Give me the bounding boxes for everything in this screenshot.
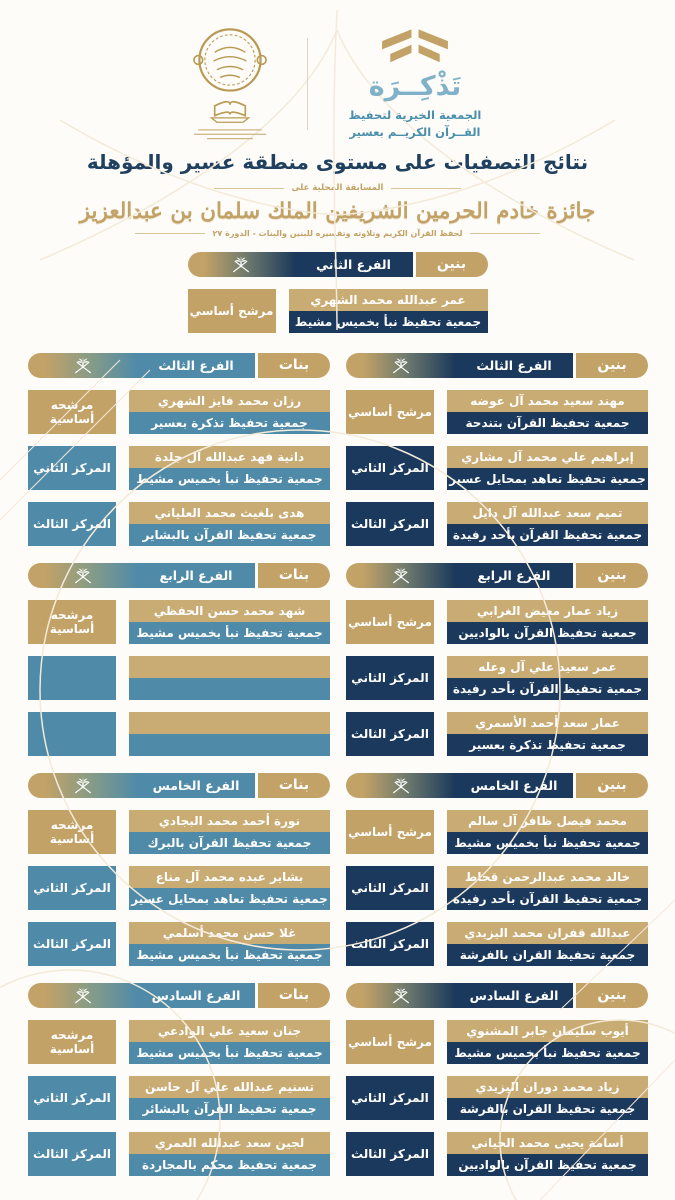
section-boys-branch-5	[346, 773, 648, 966]
winner-association: جمعية تحفيظ نبأ بخميس مشيط	[129, 622, 330, 644]
saudi-emblem-icon	[28, 983, 137, 1008]
rank-badge: المركز الثاني	[346, 866, 434, 910]
winner-name: نورة أحمد محمد البجادي	[129, 810, 330, 832]
winner-association: جمعية تحفيظ القرآن بالبرك	[129, 832, 330, 854]
winner-association: جمعية تحفيظ محكم بالمجاردة	[129, 1154, 330, 1176]
winner-name: بشاير عبده محمد آل مناع	[129, 866, 330, 888]
rank-badge: المركز الثالث	[28, 922, 116, 966]
winner-name: زياد محمد دوران اليزيدي	[447, 1076, 648, 1098]
section-header	[188, 252, 488, 277]
winner-association: جمعية تحفيظ نبأ بخميس مشيط	[129, 944, 330, 966]
open-book-logo-icon	[379, 27, 451, 67]
gender-label: بنات	[258, 563, 330, 588]
result-entry	[346, 1020, 648, 1064]
competition-sub-line	[0, 229, 675, 238]
result-entry-empty	[28, 656, 330, 700]
winner-name	[129, 712, 330, 734]
saudi-emblem-icon	[346, 353, 455, 378]
saudi-emblem-icon	[28, 563, 137, 588]
winner-association: جمعية تحفيظ نبأ بخميس مشيط	[289, 311, 488, 333]
saudi-emblem-icon	[28, 353, 137, 378]
rank-badge: المركز الثالث	[346, 922, 434, 966]
branch-label: الفرع الثالث	[137, 353, 255, 378]
winner-association: جمعية تحفيظ نبأ بخميس مشيط	[447, 1042, 648, 1064]
section-header	[346, 353, 648, 378]
winner-name: خالد محمد عبدالرحمن قحاط	[447, 866, 648, 888]
winner-name: عمر سعيد علي آل وعله	[447, 656, 648, 678]
winner-association: جمعية تحفيظ نبأ بخميس مشيط	[447, 832, 648, 854]
winner-association: جمعية تحفيظ القرآن بأحد رفيدة	[447, 888, 648, 910]
rank-badge: مرشحه أساسية	[28, 1020, 116, 1064]
rank-badge: المركز الثاني	[346, 656, 434, 700]
logo-divider	[307, 38, 308, 130]
result-entry	[346, 810, 648, 854]
rank-badge: المركز الثاني	[346, 446, 434, 490]
association-name	[349, 107, 482, 140]
association-name-line2: القــرآن الكريــم بعسير	[349, 125, 481, 139]
section-boys-branch-4	[346, 563, 648, 756]
branch-label: الفرع السادس	[137, 983, 255, 1008]
ornament-dash	[214, 188, 284, 189]
winner-name: رزان محمد فايز الشهري	[129, 390, 330, 412]
branch-label: الفرع السادس	[455, 983, 573, 1008]
result-entry	[28, 810, 330, 854]
winner-name: إبراهيم علي محمد آل مشاري	[447, 446, 648, 468]
result-entry	[346, 446, 648, 490]
section-header	[346, 773, 648, 798]
winner-name	[129, 656, 330, 678]
rank-badge: المركز الثاني	[28, 866, 116, 910]
competition-pre-line	[0, 183, 675, 193]
winner-name: عمر عبدالله محمد الشهري	[289, 289, 488, 311]
section-girls-branch-6	[28, 983, 330, 1176]
winner-name: عبدالله قفران محمد اليزيدي	[447, 922, 648, 944]
branch-label: الفرع الرابع	[455, 563, 573, 588]
king-salman-award-logo	[175, 25, 285, 143]
winner-name: شهد محمد حسن الحفظي	[129, 600, 330, 622]
winner-name: تميم سعد عبدالله آل دايل	[447, 502, 648, 524]
award-calligraphy-title: جائزة خادم الحرمين الشريفين الملك سلمان بن عبدالعزيز	[79, 199, 596, 224]
winner-association: جمعية تحفيظ تذكرة بعسير	[129, 412, 330, 434]
winner-association: جمعية تحفيظ القرآن بالواديين	[447, 1154, 648, 1176]
winner-name: عمار سعد أحمد الأسمري	[447, 712, 648, 734]
result-entry	[28, 502, 330, 546]
rank-badge: المركز الثالث	[346, 1132, 434, 1176]
result-entry	[28, 446, 330, 490]
winner-association: جمعية تحفيظ نبأ بخميس مشيط	[129, 468, 330, 490]
section-header	[346, 983, 648, 1008]
branch-label: الفرع الثالث	[455, 353, 573, 378]
winner-association: جمعية تحفيظ نبأ بخميس مشيط	[129, 1042, 330, 1064]
result-entry	[346, 656, 648, 700]
gender-label: بنين	[416, 252, 488, 277]
gender-label: بنين	[576, 983, 648, 1008]
rank-badge: المركز الثاني	[346, 1076, 434, 1120]
branch-label: الفرع الخامس	[137, 773, 255, 798]
winner-association: جمعية تحفيظ القرآن بالواديين	[447, 622, 648, 644]
ornament-dash	[391, 188, 461, 189]
section-boys-branch-3	[346, 353, 648, 546]
rank-badge: مرشح أساسي	[346, 390, 434, 434]
rank-badge	[28, 656, 116, 700]
saudi-emblem-icon	[346, 773, 455, 798]
winner-association: جمعية تحفيظ تعاهد بمحايل عسير	[447, 468, 648, 490]
result-entry	[346, 712, 648, 756]
rank-badge: مرشح أساسي	[346, 600, 434, 644]
winner-association	[129, 734, 330, 756]
winner-name: مهند سعيد محمد آل عوضه	[447, 390, 648, 412]
winner-name: هدى بلغيث محمد العلياني	[129, 502, 330, 524]
result-entry	[28, 1132, 330, 1176]
grid-row-branch-3	[27, 353, 648, 546]
rank-badge: مرشح أساسي	[188, 289, 276, 333]
gender-label: بنين	[576, 353, 648, 378]
result-entry	[28, 390, 330, 434]
winner-association: جمعية تحفيظ القرآن بالبشائر	[129, 1098, 330, 1120]
winner-name: محمد فيصل ظافر آل سالم	[447, 810, 648, 832]
section-header	[28, 563, 330, 588]
association-name-line1: الجمعية الخيرية لتحفيظ	[348, 108, 482, 123]
section-header	[28, 773, 330, 798]
competition-pre-label: المسابقة المحلية على	[291, 183, 384, 193]
rank-badge: مرشحه أساسية	[28, 810, 116, 854]
winner-name: أيوب سليمان جابر المشنوي	[447, 1020, 648, 1042]
result-entry	[346, 502, 648, 546]
saudi-emblem-icon	[28, 773, 137, 798]
rank-badge: المركز الثالث	[28, 1132, 116, 1176]
winner-name: غلا حسن محمد أسلمي	[129, 922, 330, 944]
branch-label: الفرع الثاني	[295, 252, 413, 277]
section-girls-branch-5	[28, 773, 330, 966]
winner-association: جمعية تحفيظ القران بالفرشة	[447, 944, 648, 966]
tadhkira-association-logo	[330, 27, 500, 140]
header	[0, 0, 675, 140]
result-entry	[346, 1076, 648, 1120]
section-girls-branch-3	[28, 353, 330, 546]
section-header	[28, 353, 330, 378]
rank-badge: مرشح أساسي	[346, 1020, 434, 1064]
gender-label: بنات	[258, 353, 330, 378]
gender-label: بنين	[576, 563, 648, 588]
winner-name: أسامة يحيى محمد الحياني	[447, 1132, 648, 1154]
winner-name: لجين سعد عبدالله العمري	[129, 1132, 330, 1154]
rank-badge: المركز الثالث	[346, 502, 434, 546]
section-girls-branch-4	[28, 563, 330, 756]
rank-badge: المركز الثاني	[28, 446, 116, 490]
branch-label: الفرع الرابع	[137, 563, 255, 588]
result-entry	[346, 600, 648, 644]
results-grid	[27, 353, 648, 1176]
winner-association	[129, 678, 330, 700]
gender-label: بنات	[258, 983, 330, 1008]
competition-sub-label: لحفظ القرآن الكريم وتلاوته وتفسيره للبنين والبنات - الدورة ٢٧	[212, 229, 463, 238]
result-entry	[346, 866, 648, 910]
section-boys-branch-2	[188, 252, 488, 333]
result-entry	[188, 289, 488, 333]
result-entry	[28, 1076, 330, 1120]
winner-association: جمعية تحفيظ تعاهد بمحايل عسير	[129, 888, 330, 910]
ornament-dash	[470, 233, 540, 234]
ornament-dash	[135, 233, 205, 234]
winner-name: دانية فهد عبدالله آل جلدة	[129, 446, 330, 468]
grid-row-branch-6	[27, 983, 648, 1176]
rank-badge: المركز الثاني	[28, 1076, 116, 1120]
winner-association: جمعية تحفيظ القرآن بأحد رفيدة	[447, 524, 648, 546]
result-entry-empty	[28, 712, 330, 756]
saudi-emblem-icon	[346, 983, 455, 1008]
brand-name: تَذْكِــرَة	[368, 71, 462, 103]
gender-label: بنين	[576, 773, 648, 798]
branch-label: الفرع الخامس	[455, 773, 573, 798]
grid-row-branch-4	[27, 563, 648, 756]
result-entry	[346, 922, 648, 966]
rank-badge: مرشح أساسي	[346, 810, 434, 854]
result-entry	[28, 1020, 330, 1064]
winner-association: جمعية تحفيظ تذكرة بعسير	[447, 734, 648, 756]
winner-name: تسنيم عبدالله علي آل حاسن	[129, 1076, 330, 1098]
rank-badge: مرشحه أساسية	[28, 390, 116, 434]
page-title: نتائج التصفيات على مستوى منطقة عسير والمؤهلة	[86, 150, 589, 174]
rank-badge: المركز الثالث	[28, 502, 116, 546]
result-entry	[28, 922, 330, 966]
rank-badge	[28, 712, 116, 756]
gender-label: بنات	[258, 773, 330, 798]
winner-association: جمعية تحفيظ القران بالفرشة	[447, 1098, 648, 1120]
saudi-emblem-icon	[188, 252, 295, 277]
winner-association: جمعية تحفيظ القرآن بتندحة	[447, 412, 648, 434]
result-entry	[346, 390, 648, 434]
section-boys-branch-6	[346, 983, 648, 1176]
winner-name: جنان سعيد علي الوادعي	[129, 1020, 330, 1042]
rank-badge: المركز الثالث	[346, 712, 434, 756]
winner-name: زياد عمار معيض الغرابي	[447, 600, 648, 622]
section-header	[28, 983, 330, 1008]
result-entry	[28, 600, 330, 644]
rank-badge: مرشحه أساسية	[28, 600, 116, 644]
section-header	[346, 563, 648, 588]
grid-row-branch-5	[27, 773, 648, 966]
result-entry	[346, 1132, 648, 1176]
winner-association: جمعية تحفيظ القرآن بالبشاير	[129, 524, 330, 546]
winner-association: جمعية تحفيظ القرآن بأحد رفيدة	[447, 678, 648, 700]
result-entry	[28, 866, 330, 910]
winner-block	[289, 289, 488, 333]
saudi-emblem-icon	[346, 563, 455, 588]
